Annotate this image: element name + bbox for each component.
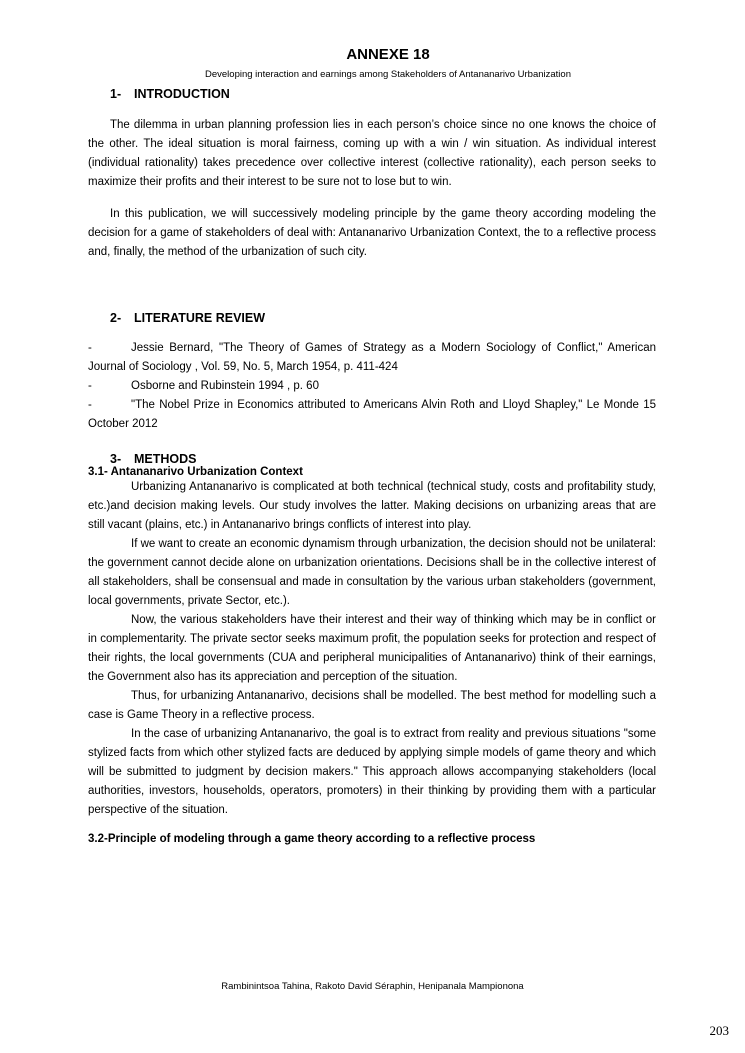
reference-list [88, 339, 656, 434]
paragraph: If we want to create an economic dynamism through urbanization, the decision should not be unilateral: the government cannot decide alone on urbanization orientations. Decisions shall be in the collective interest of all stakeholders, shall be consensual and made in consultation by the various urban stakeholders (government, local governments, private Sector, etc.). [88, 538, 656, 607]
reference-item: - Jessie Bernard, "The Theory of Games of Strategy as a Modern Sociology of Conflict," American Journal of Sociology , Vol. 59, No. 5, March 1954, p. 411-424 [88, 342, 656, 373]
reference-item: - Osborne and Rubinstein 1994 , p. 60 [88, 380, 319, 392]
paragraph: In the case of urbanizing Antananarivo, the goal is to extract from reality and previous situations "some stylized facts from which other stylized facts are deduced by applying simple models of game theory and which will be submitted to judgment by decision makers." This approach allows accompanying stakeholders (local authorities, investors, households, operators, promoters) in their thinking by providing them with a particular perspective of the situation. [88, 728, 656, 816]
paragraph: Thus, for urbanizing Antananarivo, decisions shall be modelled. The best method for modelling such a case is Game Theory in a reflective process. [88, 690, 656, 721]
paragraph: The dilemma in urban planning profession lies in each person’s choice since no one knows the choice of the other. The ideal situation is moral fairness, coming up with a win / win situation. As individual interest (individual rationality) takes precedence over collective interest (collective rationality), each person seeks to maximize their profits and their interest to be sure not to lose but to win. [88, 119, 656, 188]
footer-authors: Rambinintsoa Tahina, Rakoto David Séraphin, Henipanala Mampionona [221, 981, 524, 992]
document-body [88, 46, 656, 845]
section-heading-literature-review: 2- LITERATURE REVIEW [110, 311, 266, 325]
section-heading-methods: 3- METHODS [110, 452, 197, 466]
paragraph: Now, the various stakeholders have their interest and their way of thinking which may be in conflict or in complementarity. The private sector seeks maximum profit, the population seeks for protection and respect of their rights, the local governments (CUA and peripheral municipalities of Antananarivo) think of their earnings, the Government also has its appreciation and perception of the situation. [88, 614, 656, 683]
page-subtitle: Developing interaction and earnings among Stakeholders of Antananarivo Urbanization [205, 69, 571, 80]
page-title: ANNEXE 18 [346, 46, 430, 63]
paragraph: Urbanizing Antananarivo is complicated at both technical (technical study, costs and profitability study, etc.)and decision making levels. Our study involves the latter. Making decisions on urbanizing areas that are still vacant (plains, etc.) in Antananarivo brings conflicts of interest into play. [88, 481, 656, 531]
subsection-heading: 3.2-Principle of modeling through a game theory according to a reflective process [88, 833, 536, 845]
section-heading-introduction: 1- INTRODUCTION [110, 87, 230, 101]
paragraph: In this publication, we will successively modeling principle by the game theory according modeling the decision for a game of stakeholders of deal with: Antananarivo Urbanization Context, the to a reflective process and, finally, the method of the urbanization of such city. [88, 208, 656, 258]
reference-item: - "The Nobel Prize in Economics attributed to Americans Alvin Roth and Lloyd Shapley," Le Monde 15 October 2012 [88, 399, 656, 430]
subsection-heading: 3.1- Antananarivo Urbanization Context [88, 466, 303, 478]
page-number: 203 [709, 1023, 729, 1038]
